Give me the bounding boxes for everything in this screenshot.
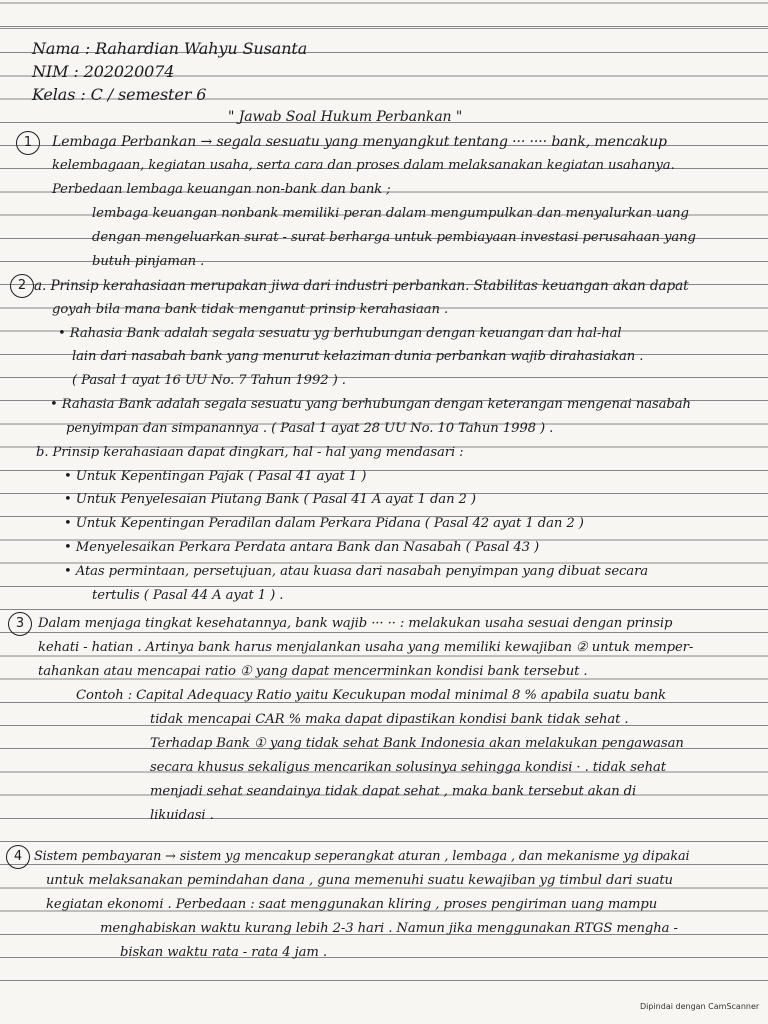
answer-2-number: 2 bbox=[10, 274, 34, 298]
answer-3-line-6: Terhadap Bank ① yang tidak sehat Bank Indonesia akan melakukan pengawasan bbox=[150, 736, 684, 751]
answer-4-line-2: untuk melaksanakan pemindahan dana , guna memenuhi suatu kewajiban yg timbul dari suatu bbox=[46, 873, 673, 888]
answer-1-line-4: lembaga keuangan nonbank memiliki peran dalam mengumpulkan dan menyalurkan uang bbox=[92, 206, 689, 221]
answer-2-line-6: • Rahasia Bank adalah segala sesuatu yang berhubungan dengan keterangan mengenai nasabah bbox=[50, 397, 691, 412]
answer-2-line-4: lain dari nasabah bank yang menurut kelaziman dunia perbankan wajib dirahasiakan . bbox=[72, 349, 644, 364]
answer-3-line-5: tidak mencapai CAR % maka dapat dipastikan kondisi bank tidak sehat . bbox=[150, 712, 629, 727]
answer-2-bullet-3: • Untuk Kepentingan Peradilan dalam Perkara Pidana ( Pasal 42 ayat 1 dan 2 ) bbox=[64, 516, 584, 531]
answer-3-number: 3 bbox=[8, 612, 32, 636]
answer-3-line-3: tahankan atau mencapai ratio ① yang dapat mencerminkan kondisi bank tersebut . bbox=[38, 664, 588, 679]
answer-3-line-4: Contoh : Capital Adequacy Ratio yaitu Kecukupan modal minimal 8 % apabila suatu bank bbox=[76, 688, 667, 703]
answer-1-line-2: kelembagaan, kegiatan usaha, serta cara dan proses dalam melaksanakan kegiatan usahanya. bbox=[52, 158, 675, 173]
answer-3-line-9: likuidasi . bbox=[150, 808, 214, 823]
answer-1-line-3: Perbedaan lembaga keuangan non-bank dan bank ; bbox=[52, 182, 391, 197]
answer-2-line-3: • Rahasia Bank adalah segala sesuatu yg berhubungan dengan keuangan dan hal-hal bbox=[58, 326, 622, 341]
answer-4-line-5: biskan waktu rata - rata 4 jam . bbox=[120, 945, 328, 960]
answer-3-line-8: menjadi sehat seandainya tidak dapat sehat , maka bank tersebut akan di bbox=[150, 784, 637, 799]
answer-2-line-2: goyah bila mana bank tidak menganut prinsip kerahasiaan . bbox=[52, 302, 449, 317]
answer-4-line-4: menghabiskan waktu kurang lebih 2-3 hari . Namun jika menggunakan RTGS mengha - bbox=[100, 921, 678, 936]
answer-2-line-8: b. Prinsip kerahasiaan dapat dingkari, hal - hal yang mendasari : bbox=[36, 445, 464, 460]
answer-4-line-1: Sistem pembayaran → sistem yg mencakup seperangkat aturan , lembaga , dan mekanisme yg dipakai bbox=[34, 849, 690, 864]
page-title: " Jawab Soal Hukum Perbankan " bbox=[228, 109, 463, 125]
answer-1-line-1: Lembaga Perbankan → segala sesuatu yang menyangkut tentang ··· ···· bank, mencakup bbox=[52, 134, 667, 150]
answer-2-bullet-5: • Atas permintaan, persetujuan, atau kuasa dari nasabah penyimpan yang dibuat secara bbox=[64, 564, 649, 579]
answer-2-line-5: ( Pasal 1 ayat 16 UU No. 7 Tahun 1992 ) . bbox=[72, 373, 346, 388]
answer-1-line-5: dengan mengeluarkan surat - surat berharga untuk pembiayaan investasi perusahaan yang bbox=[92, 230, 696, 245]
answer-2-bullet-4: • Menyelesaikan Perkara Perdata antara Bank dan Nasabah ( Pasal 43 ) bbox=[64, 540, 540, 555]
answer-1-line-6: butuh pinjaman . bbox=[92, 254, 205, 269]
scanner-watermark: Dipindai dengan CamScanner bbox=[640, 1002, 760, 1011]
answer-2-line-7: penyimpan dan simpanannya . ( Pasal 1 ayat 28 UU No. 10 Tahun 1998 ) . bbox=[66, 421, 554, 436]
answer-4-line-3: kegiatan ekonomi . Perbedaan : saat menggunakan kliring , proses pengiriman uang mampu bbox=[46, 897, 658, 912]
header-kelas: Kelas : C / semester 6 bbox=[32, 85, 207, 104]
answer-2-bullet-5-cont: tertulis ( Pasal 44 A ayat 1 ) . bbox=[92, 588, 284, 603]
answer-4-number: 4 bbox=[6, 845, 30, 869]
answer-3-line-7: secara khusus sekaligus mencarikan solusinya sehingga kondisi · . tidak sehat bbox=[150, 760, 666, 775]
header-nama: Nama : Rahardian Wahyu Susanta bbox=[32, 39, 308, 58]
answer-2-bullet-1: • Untuk Kepentingan Pajak ( Pasal 41 ayat 1 ) bbox=[64, 469, 367, 484]
answer-1-number: 1 bbox=[16, 131, 40, 155]
answer-2-line-1: a. Prinsip kerahasiaan merupakan jiwa dari industri perbankan. Stabilitas keuangan akan dapat bbox=[34, 278, 689, 294]
header-nim: NIM : 202020074 bbox=[32, 62, 175, 81]
answer-2-bullet-2: • Untuk Penyelesaian Piutang Bank ( Pasal 41 A ayat 1 dan 2 ) bbox=[64, 492, 476, 507]
answer-3-line-1: Dalam menjaga tingkat kesehatannya, bank wajib ··· ·· : melakukan usaha sesuai dengan prinsip bbox=[38, 616, 673, 631]
answer-3-line-2: kehati - hatian . Artinya bank harus menjalankan usaha yang memiliki kewajiban ② untuk memper- bbox=[38, 640, 694, 655]
top-rule-line bbox=[0, 28, 768, 29]
